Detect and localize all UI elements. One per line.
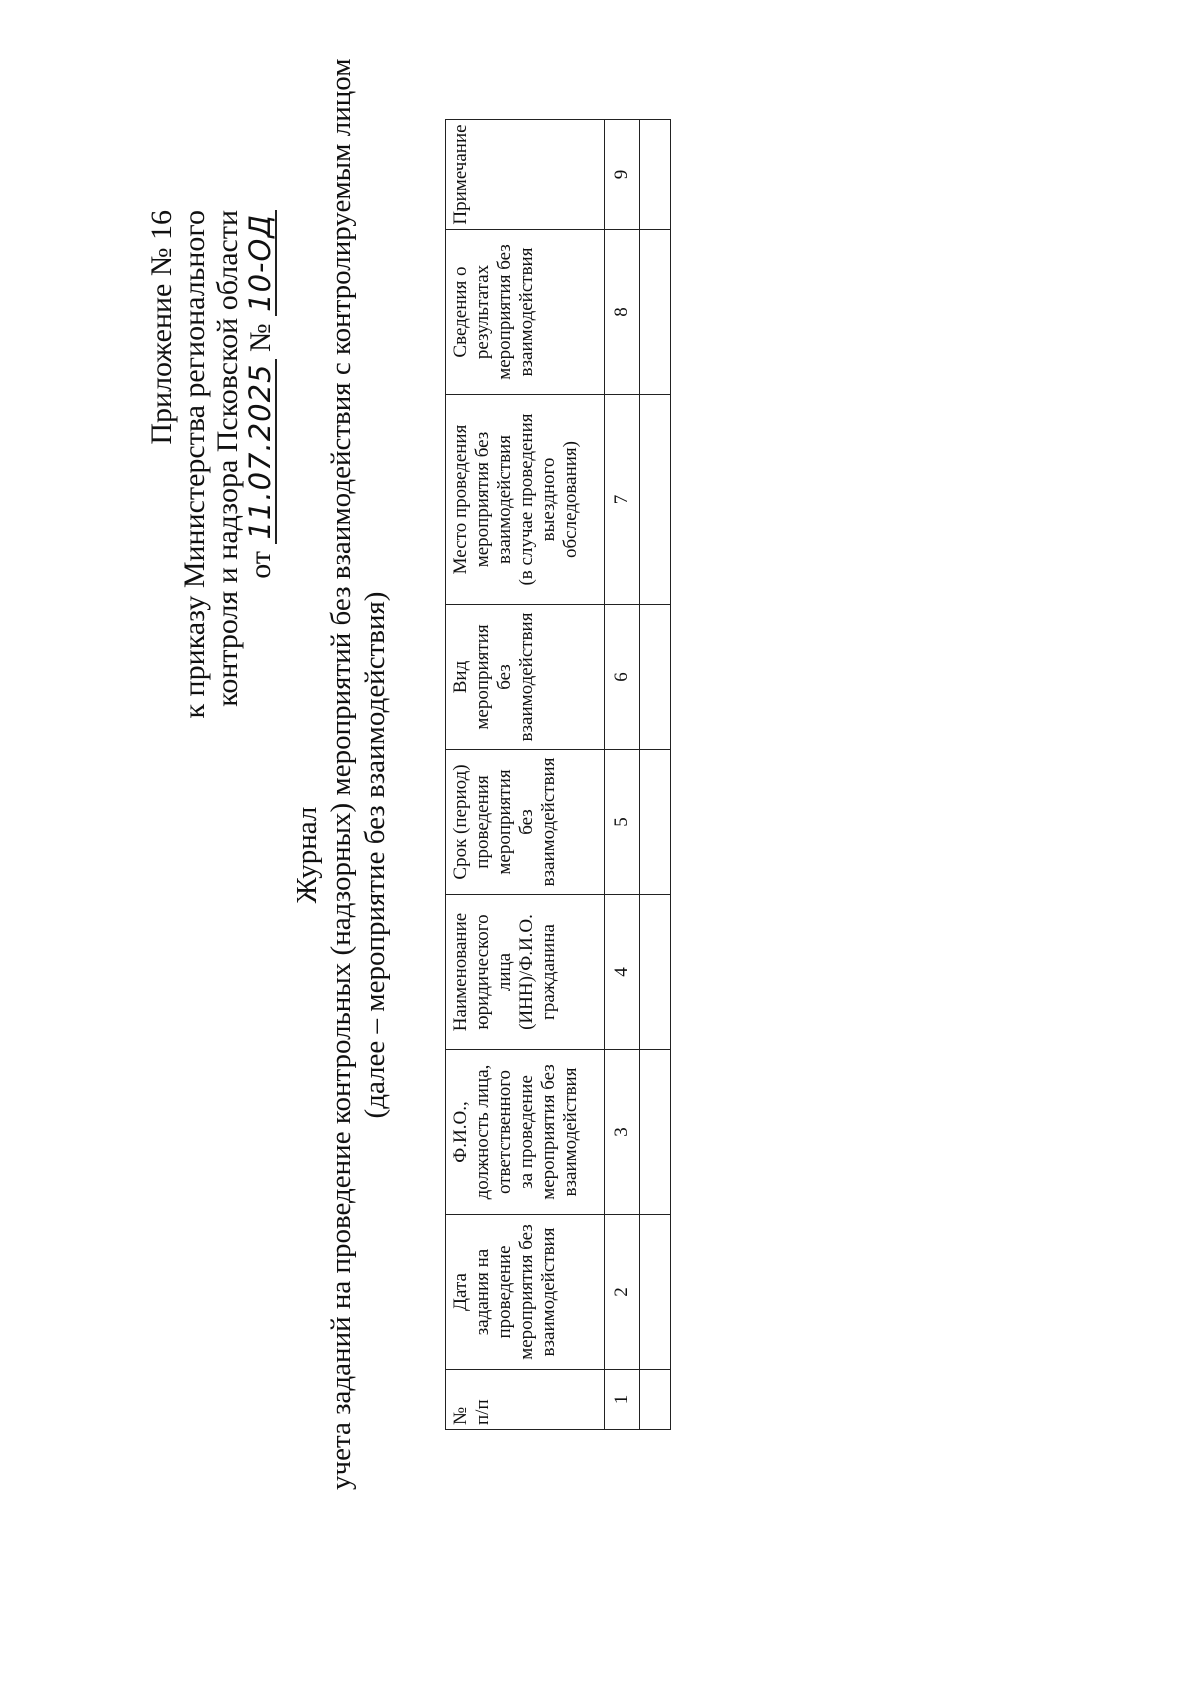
- journal-heading: Журнал: [291, 806, 323, 904]
- column-header-9: [446, 120, 605, 230]
- table-number-row: [605, 120, 640, 1430]
- column-header-line: мероприятия без: [516, 1224, 537, 1360]
- column-number-cell: 7: [605, 395, 640, 605]
- column-header-line: Срок (период): [450, 764, 471, 880]
- column-header-line: результатах: [472, 264, 493, 360]
- column-header-line: взаимодействия: [494, 435, 515, 564]
- table-empty-row: [640, 120, 671, 1430]
- column-header-7: [446, 395, 605, 605]
- column-header-3: [446, 1050, 605, 1215]
- column-header-line: (в случае проведения: [516, 413, 537, 586]
- column-header-line: мероприятия без: [538, 1064, 559, 1200]
- column-header-line: взаимодействия: [538, 757, 559, 887]
- column-number-cell: 2: [605, 1215, 640, 1370]
- number-label: №: [244, 323, 277, 352]
- column-header-line: взаимодействия: [538, 1227, 559, 1357]
- empty-entry-cell[interactable]: [640, 605, 671, 750]
- empty-entry-cell[interactable]: [640, 1370, 671, 1430]
- empty-entry-cell[interactable]: [640, 750, 671, 895]
- column-header-line: без: [494, 664, 515, 690]
- column-header-8: [446, 230, 605, 395]
- appendix-ministry-line: контроля и надзора Псковской области: [211, 210, 244, 707]
- empty-entry-cell[interactable]: [640, 1215, 671, 1370]
- column-header-line: №: [450, 1406, 471, 1425]
- column-number-cell: 3: [605, 1050, 640, 1215]
- column-header-line: мероприятия без: [494, 244, 515, 380]
- column-header-line: за проведение: [516, 1075, 537, 1189]
- column-header-line: лица: [494, 952, 515, 992]
- column-header-line: взаимодействия: [560, 1067, 581, 1197]
- column-number-cell: 8: [605, 230, 640, 395]
- column-header-line: Ф.И.О.,: [450, 1101, 471, 1163]
- appendix-header: [145, 210, 277, 719]
- column-header-line: проведение: [494, 1245, 515, 1339]
- empty-entry-cell[interactable]: [640, 395, 671, 605]
- column-header-1: [446, 1370, 605, 1430]
- column-header-line: Сведения о: [450, 266, 471, 358]
- column-header-line: взаимодействия: [516, 247, 537, 377]
- handwritten-order-number: 10-ОД: [245, 210, 277, 316]
- journal-subtitle-note: (далее – мероприятие без взаимодействия): [359, 591, 391, 1119]
- column-header-line: Место проведения: [450, 424, 471, 575]
- column-header-line: выездного: [538, 457, 559, 542]
- column-header-line: (ИНН)/Ф.И.О.: [516, 914, 537, 1030]
- column-header-line: юридического: [472, 914, 493, 1030]
- column-header-line: обследования): [560, 441, 581, 558]
- table-header-row: [446, 120, 605, 1430]
- column-number-cell: 1: [605, 1370, 640, 1430]
- appendix-date-line: [244, 210, 277, 719]
- empty-entry-cell[interactable]: [640, 120, 671, 230]
- journal-title: [290, 58, 392, 1490]
- column-header-line: мероприятия: [494, 769, 515, 875]
- empty-entry-cell[interactable]: [640, 230, 671, 395]
- column-header-line: ответственного: [494, 1069, 515, 1195]
- appendix-number: Приложение № 16: [145, 210, 178, 445]
- column-header-5: [446, 750, 605, 895]
- column-header-4: [446, 895, 605, 1050]
- journal-subtitle: учета заданий на проведение контрольных (надзорных) мероприятий без взаимодействия с контролируемым лицом: [325, 58, 357, 1490]
- date-prefix: от: [244, 551, 277, 579]
- column-number-cell: 6: [605, 605, 640, 750]
- column-header-line: мероприятия без: [472, 431, 493, 568]
- column-header-line: Дата: [450, 1273, 471, 1311]
- handwritten-date: 11.07.2025: [245, 359, 277, 543]
- column-header-line: мероприятия: [472, 624, 493, 730]
- column-header-line: без: [516, 809, 537, 835]
- column-header-line: взаимодействия: [516, 612, 537, 742]
- column-header-6: [446, 605, 605, 750]
- column-header-line: Вид: [450, 660, 471, 694]
- column-header-line: Наименование: [450, 912, 471, 1032]
- column-header-line: п/п: [472, 1399, 493, 1425]
- column-header-2: [446, 1215, 605, 1370]
- column-number-cell: 9: [605, 120, 640, 230]
- appendix-order-line: к приказу Министерства регионального: [178, 210, 211, 719]
- empty-entry-cell[interactable]: [640, 895, 671, 1050]
- column-header-line: задания на: [472, 1248, 493, 1336]
- document-page: [0, 58, 1100, 1630]
- journal-table: [445, 119, 671, 1430]
- column-number-cell: 4: [605, 895, 640, 1050]
- column-header-line: гражданина: [538, 924, 559, 1020]
- column-header-line: Примечание: [450, 124, 471, 225]
- column-number-cell: 5: [605, 750, 640, 895]
- column-header-line: проведения: [472, 775, 493, 869]
- empty-entry-cell[interactable]: [640, 1050, 671, 1215]
- column-header-line: должность лица,: [472, 1064, 493, 1200]
